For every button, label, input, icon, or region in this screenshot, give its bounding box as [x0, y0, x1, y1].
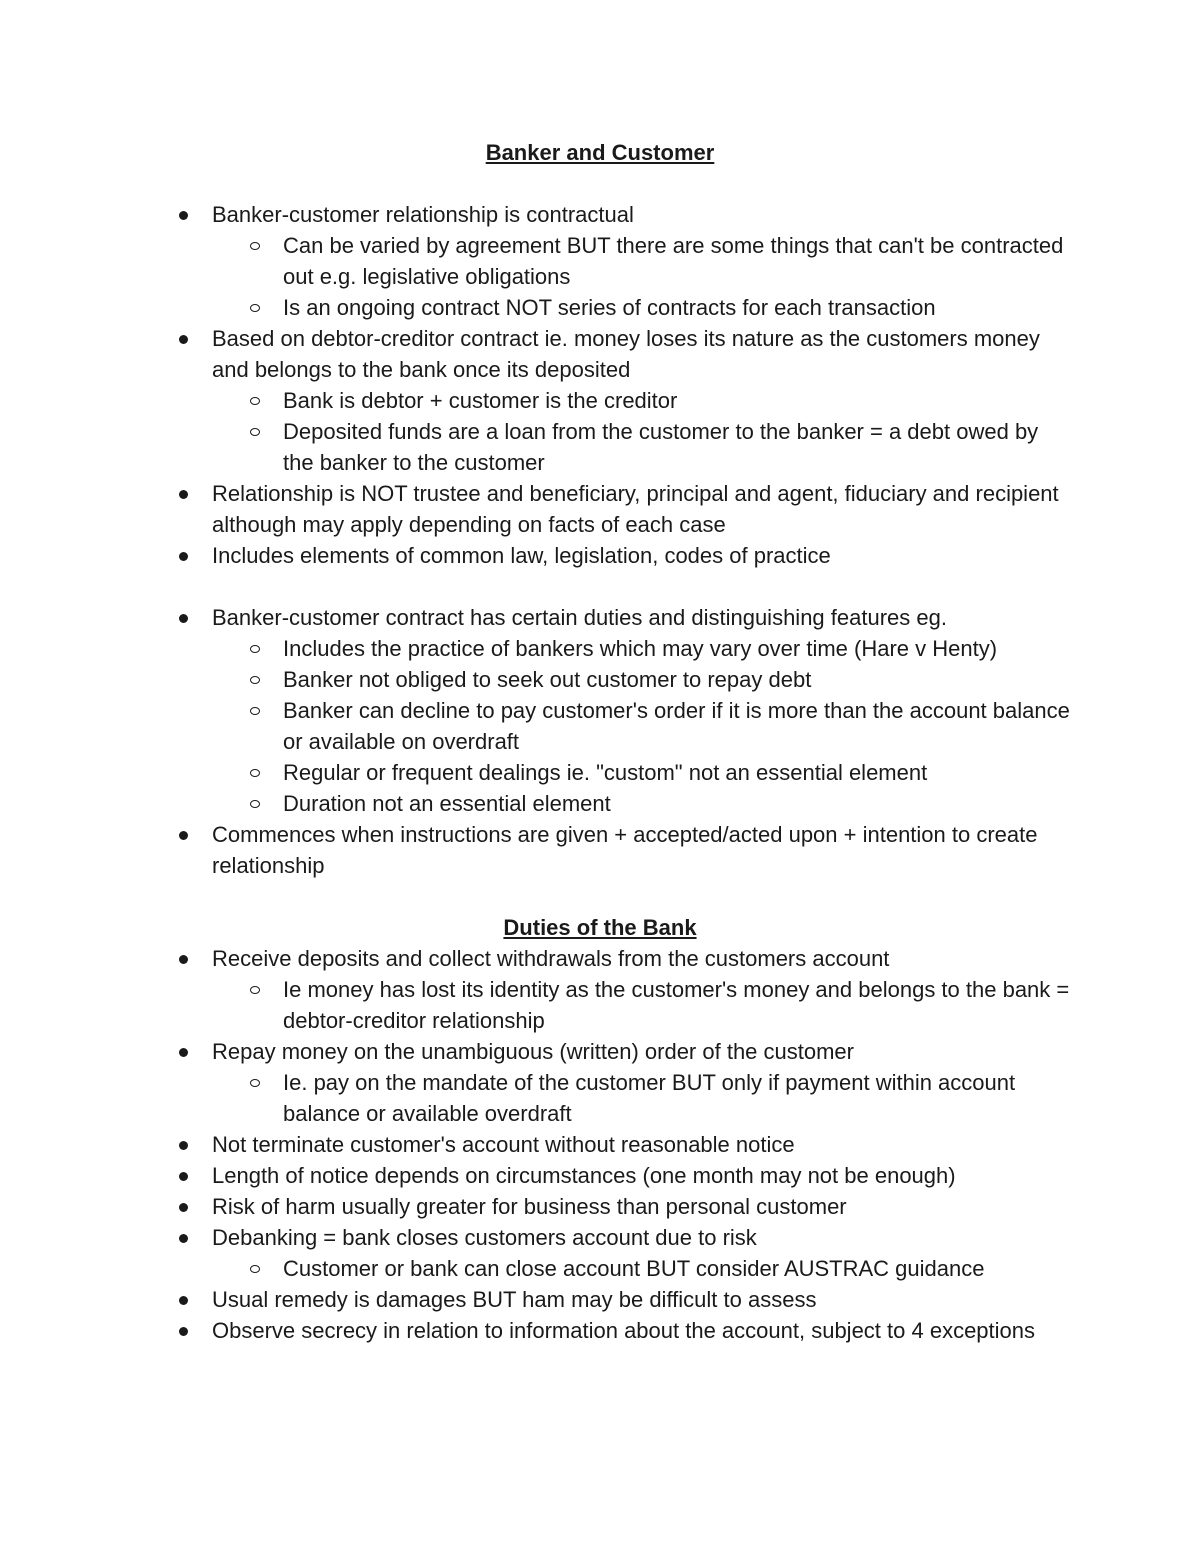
sub-bullet-item	[0, 385, 1200, 416]
hollow-bullet-icon	[250, 645, 260, 653]
bullet-text: Length of notice depends on circumstances (one month may not be enough)	[212, 1163, 956, 1188]
bullet-item	[0, 1315, 1200, 1346]
bullet-item	[0, 1222, 1200, 1253]
document-content	[0, 137, 1200, 1346]
bullet-text: Can be varied by agreement BUT there are some things that can't be contracted out e.g. legislative obligations	[283, 233, 1064, 289]
filled-bullet-icon	[179, 955, 188, 964]
hollow-bullet-icon	[250, 1079, 260, 1087]
bullet-text: Duration not an essential element	[283, 791, 611, 816]
hollow-bullet-icon	[250, 397, 260, 405]
filled-bullet-icon	[179, 1141, 188, 1150]
hollow-bullet-icon	[250, 428, 260, 436]
sub-bullet-item	[0, 230, 1200, 292]
hollow-bullet-icon	[250, 1265, 260, 1273]
bullet-text: Observe secrecy in relation to information about the account, subject to 4 exceptions	[212, 1318, 1036, 1343]
sub-bullet-item	[0, 416, 1200, 478]
filled-bullet-icon	[179, 335, 188, 344]
filled-bullet-icon	[179, 490, 188, 499]
blank-line	[0, 571, 1200, 602]
bullet-text: Regular or frequent dealings ie. "custom" not an essential element	[283, 760, 928, 785]
bullet-text: Commences when instructions are given + accepted/acted upon + intention to create relationship	[212, 822, 1038, 878]
sub-bullet-item	[0, 633, 1200, 664]
filled-bullet-icon	[179, 1327, 188, 1336]
bullet-item	[0, 943, 1200, 974]
bullet-text: Banker-customer contract has certain duties and distinguishing features eg.	[212, 605, 947, 630]
bullet-item	[0, 1036, 1200, 1067]
bullet-text: Bank is debtor + customer is the creditor	[283, 388, 678, 413]
sub-bullet-item	[0, 664, 1200, 695]
bullet-item	[0, 478, 1200, 540]
bullet-text: Banker-customer relationship is contractual	[212, 202, 634, 227]
filled-bullet-icon	[179, 1172, 188, 1181]
bullet-text: Debanking = bank closes customers account due to risk	[212, 1225, 757, 1250]
bullet-text: Based on debtor-creditor contract ie. money loses its nature as the customers money and belongs to the bank once its deposited	[212, 326, 1040, 382]
hollow-bullet-icon	[250, 769, 260, 777]
filled-bullet-icon	[179, 552, 188, 561]
hollow-bullet-icon	[250, 676, 260, 684]
bullet-item	[0, 199, 1200, 230]
bullet-list-banker-and-customer	[0, 199, 1200, 881]
bullet-item	[0, 602, 1200, 633]
sub-bullet-item	[0, 1253, 1200, 1284]
filled-bullet-icon	[179, 831, 188, 840]
filled-bullet-icon	[179, 1234, 188, 1243]
bullet-text: Not terminate customer's account without reasonable notice	[212, 1132, 795, 1157]
filled-bullet-icon	[179, 1048, 188, 1057]
spacer	[0, 168, 1200, 199]
bullet-text: Banker not obliged to seek out customer to repay debt	[283, 667, 812, 692]
section-title-duties-of-the-bank: Duties of the Bank	[503, 915, 697, 940]
filled-bullet-icon	[179, 1296, 188, 1305]
sub-bullet-item	[0, 974, 1200, 1036]
sub-bullet-item	[0, 1067, 1200, 1129]
bullet-item	[0, 1160, 1200, 1191]
sub-bullet-item	[0, 695, 1200, 757]
hollow-bullet-icon	[250, 242, 260, 250]
bullet-text: Risk of harm usually greater for business than personal customer	[212, 1194, 847, 1219]
bullet-text: Banker can decline to pay customer's order if it is more than the account balance or available on overdraft	[283, 698, 1070, 754]
bullet-item	[0, 1129, 1200, 1160]
filled-bullet-icon	[179, 211, 188, 220]
bullet-text: Receive deposits and collect withdrawals from the customers account	[212, 946, 890, 971]
bullet-item	[0, 323, 1200, 385]
hollow-bullet-icon	[250, 707, 260, 715]
bullet-text: Is an ongoing contract NOT series of contracts for each transaction	[283, 295, 936, 320]
bullet-item	[0, 540, 1200, 571]
bullet-text: Repay money on the unambiguous (written) order of the customer	[212, 1039, 854, 1064]
bullet-item	[0, 819, 1200, 881]
bullet-text: Relationship is NOT trustee and beneficiary, principal and agent, fiduciary and recipient although may apply depending on facts of each case	[212, 481, 1059, 537]
bullet-text: Ie money has lost its identity as the customer's money and belongs to the bank = debtor-creditor relationship	[283, 977, 1070, 1033]
bullet-list-duties-of-the-bank	[0, 943, 1200, 1346]
bullet-text: Ie. pay on the mandate of the customer BUT only if payment within account balance or available overdraft	[283, 1070, 1016, 1126]
section-title-banker-and-customer: Banker and Customer	[485, 140, 715, 165]
bullet-text: Deposited funds are a loan from the customer to the banker = a debt owed by the banker to the customer	[283, 419, 1039, 475]
sub-bullet-item	[0, 788, 1200, 819]
sub-bullet-item	[0, 757, 1200, 788]
filled-bullet-icon	[179, 614, 188, 623]
bullet-text: Includes the practice of bankers which may vary over time (Hare v Henty)	[283, 636, 998, 661]
hollow-bullet-icon	[250, 986, 260, 994]
bullet-item	[0, 1191, 1200, 1222]
bullet-text: Includes elements of common law, legislation, codes of practice	[212, 543, 831, 568]
bullet-text: Usual remedy is damages BUT ham may be difficult to assess	[212, 1287, 817, 1312]
sub-bullet-item	[0, 292, 1200, 323]
spacer	[0, 881, 1200, 912]
bullet-text: Customer or bank can close account BUT consider AUSTRAC guidance	[283, 1256, 985, 1281]
hollow-bullet-icon	[250, 800, 260, 808]
filled-bullet-icon	[179, 1203, 188, 1212]
bullet-item	[0, 1284, 1200, 1315]
hollow-bullet-icon	[250, 304, 260, 312]
